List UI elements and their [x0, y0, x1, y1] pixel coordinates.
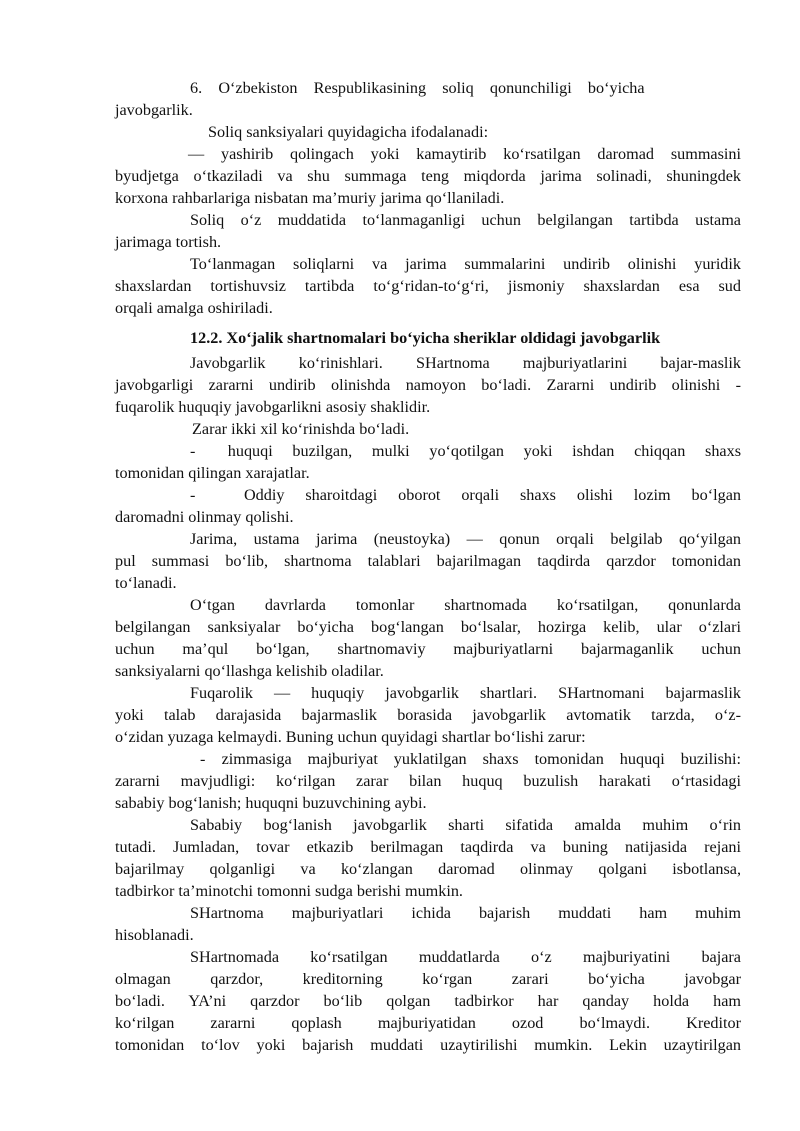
text-line: Soliq o‘z muddatida to‘lanmaganligi uchun belgilangan tartibda ustama — [190, 211, 741, 229]
text-line: belgilangan sanksiyalar bo‘yicha bog‘langan bo‘lsalar, hozirga kelib, ular o‘zlari — [115, 618, 741, 636]
text-line: orqali amalga oshiriladi. — [115, 299, 273, 317]
text-line: ko‘rilgan zararni qoplash majburiyatidan ozod bo‘lmaydi. Kreditor — [115, 1014, 741, 1032]
text-line: jarimaga tortish. — [115, 233, 222, 251]
text-line: Javobgarlik ko‘rinishlari. SHartnoma majburiyatlarini bajar-maslik — [190, 354, 741, 372]
text-line: javobgarlik. — [115, 101, 193, 119]
text-line: sanksiyalarni qo‘llashga kelishib oladilar. — [115, 662, 384, 680]
text-line: Soliq sanksiyalari quyidagicha ifodalanadi: — [208, 123, 489, 141]
text-line: olmagan qarzdor, kreditorning ko‘rgan zarari bo‘yicha javobgar — [115, 970, 741, 988]
text-line: Sababiy bog‘lanish javobgarlik sharti sifatida amalda muhim o‘rin — [190, 816, 741, 834]
text-line: byudjetga o‘tkaziladi va shu summaga teng miqdorda jarima solinadi, shuningdek — [115, 167, 741, 185]
section-heading: 12.2. Xo‘jalik shartnomalari bo‘yicha sheriklar oldidagi javobgarlik — [190, 329, 661, 347]
text-line: tutadi. Jumladan, tovar etkazib berilmagan taqdirda va buning natijasida rejani — [115, 838, 741, 856]
text-line: Jarima, ustama jarima (neustoyka) — qonun orqali belgilab qo‘yilgan — [190, 530, 741, 548]
text-line: tadbirkor ta’minotchi tomonni sudga berishi mumkin. — [115, 882, 463, 900]
list-item: - huquqi buzilgan, mulki yo‘qotilgan yoki ishdan chiqqan shaxs — [190, 442, 741, 460]
text-line: Zarar ikki xil ko‘rinishda bo‘ladi. — [192, 420, 410, 438]
text-line: bajarilmay qolganligi va ko‘zlangan daromad olinmay qolgani isbotlansa, — [115, 860, 741, 878]
text-line: daromadni olinmay qolishi. — [115, 508, 294, 526]
text-line: tomonidan to‘lov yoki bajarish muddati uzaytirilishi mumkin. Lekin uzaytirilgan — [115, 1036, 741, 1054]
text-line: korxona rahbarlariga nisbatan ma’muriy jarima qo‘llaniladi. — [115, 189, 505, 207]
text-line: hisoblanadi. — [115, 926, 194, 944]
text-line: sababiy bog‘lanish; huquqni buzuvchining aybi. — [115, 794, 427, 812]
text-line: 6. O‘zbekiston Respublikasining soliq qonunchiligi bo‘yicha — [190, 79, 645, 97]
text-line: o‘zidan yuzaga kelmaydi. Buning uchun quyidagi shartlar bo‘lishi zarur: — [115, 728, 586, 746]
text-line: zararni mavjudligi: ko‘rilgan zarar bilan huquq buzulish harakati o‘rtasidagi — [115, 772, 741, 790]
text-line: bo‘ladi. YA’ni qarzdor bo‘lib qolgan tadbirkor har qanday holda ham — [115, 992, 741, 1010]
text-line: To‘lanmagan soliqlarni va jarima summalarini undirib olinishi yuridik — [190, 255, 741, 273]
text-line: shaxslardan tortishuvsiz tartibda to‘g‘ridan-to‘g‘ri, jismoniy shaxslardan esa sud — [115, 277, 741, 295]
text-line: tomonidan qilingan xarajatlar. — [115, 464, 310, 482]
text-line: SHartnoma majburiyatlari ichida bajarish muddati ham muhim — [190, 904, 741, 922]
text-line: uchun ma’qul bo‘lgan, shartnomaviy majburiyatlarni bajarmaganlik uchun — [115, 640, 741, 658]
text-line: yoki talab darajasida bajarmaslik borasida javobgarlik avtomatik tarzda, o‘z- — [115, 706, 741, 724]
text-line: SHartnomada ko‘rsatilgan muddatlarda o‘z majburiyatini bajara — [190, 948, 741, 966]
text-line: — yashirib qolingach yoki kamaytirib ko‘rsatilgan daromad summasini — [188, 145, 741, 163]
list-item: - zimmasiga majburiyat yuklatilgan shaxs tomonidan huquqi buzilishi: — [200, 750, 741, 768]
text-line: to‘lanadi. — [115, 574, 177, 592]
list-item: - Oddiy sharoitdagi oborot orqali shaxs olishi lozim bo‘lgan — [190, 486, 741, 504]
text-line: pul summasi bo‘lib, shartnoma talablari bajarilmagan taqdirda qarzdor tomonidan — [115, 552, 741, 570]
text-line: fuqarolik huquqiy javobgarlikni asosiy shaklidir. — [115, 398, 431, 416]
text-line: Fuqarolik — huquqiy javobgarlik shartlari. SHartnomani bajarmaslik — [190, 684, 741, 702]
text-line: javobgarligi zararni undirib olinishda namoyon bo‘ladi. Zararni undirib olinishi - — [115, 376, 741, 394]
text-line: O‘tgan davrlarda tomonlar shartnomada ko‘rsatilgan, qonunlarda — [190, 596, 741, 614]
